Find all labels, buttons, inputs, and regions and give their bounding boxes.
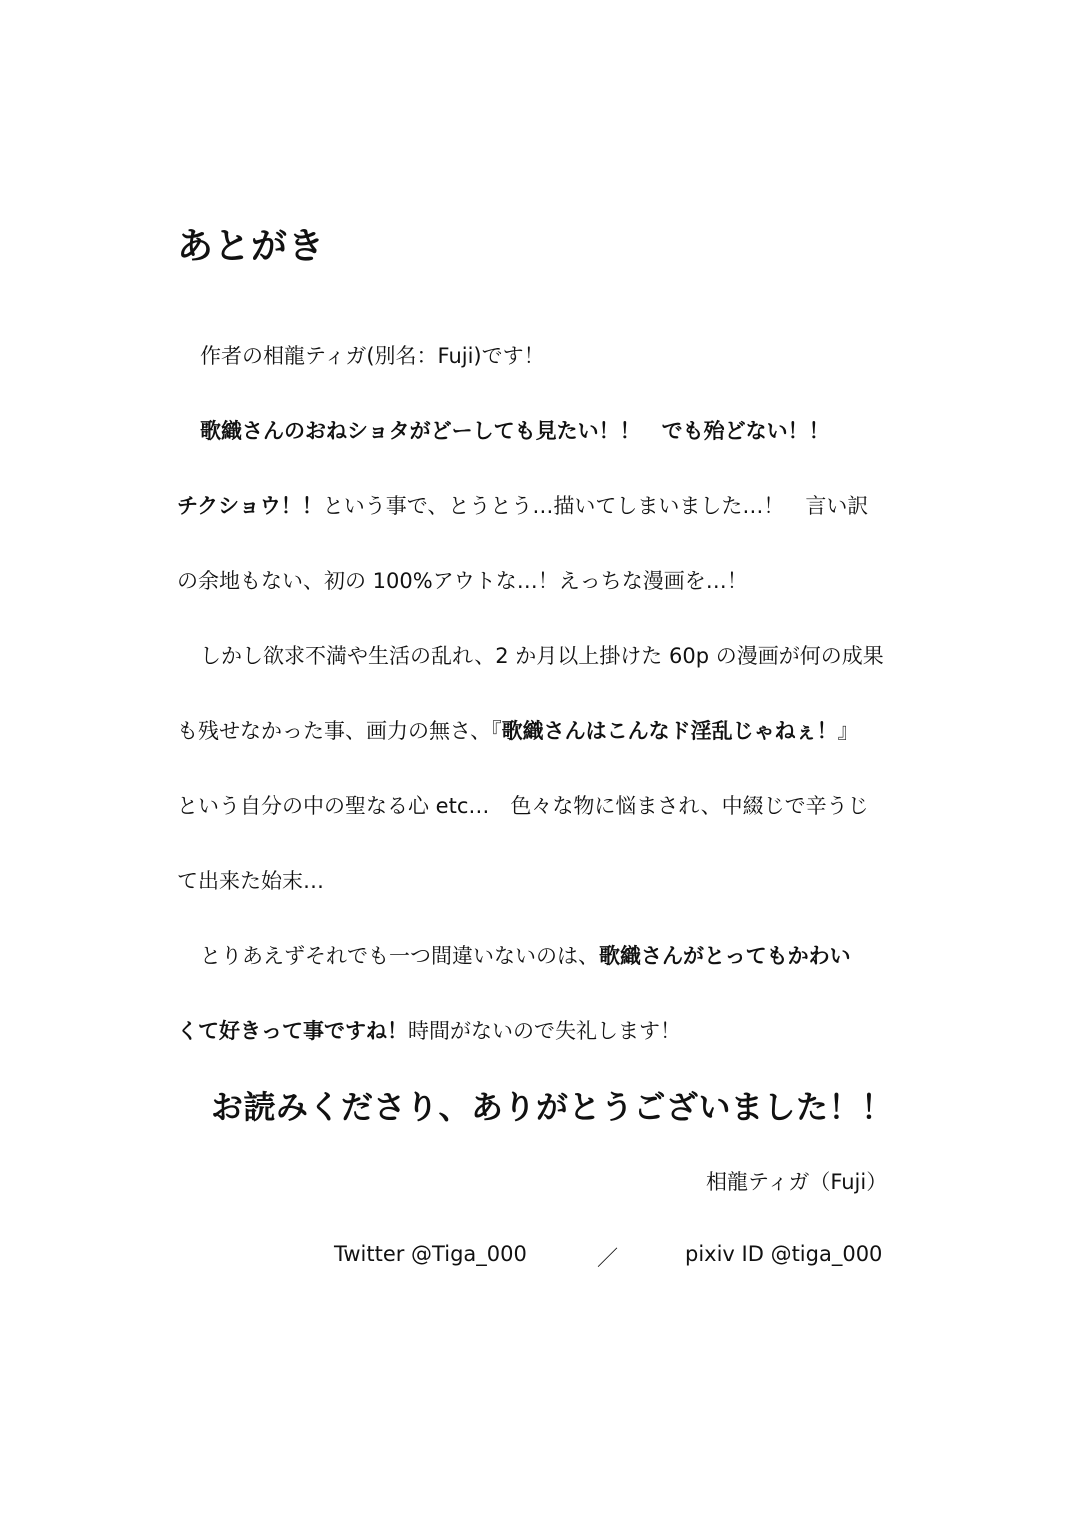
paragraph-line-4	[177, 566, 899, 596]
paragraph-line-2	[177, 416, 922, 446]
pixiv-id: pixiv ID @tiga_000	[685, 1242, 883, 1266]
body-text: の余地もない、初の 100%アウトな…！えっちな漫画を…！	[177, 569, 748, 593]
emphasis-text: チクショウ！！	[177, 494, 323, 518]
emphasis-text: 歌織さんがとってもかわい	[599, 944, 851, 968]
sns-separator: ／	[597, 1246, 618, 1270]
paragraph-line-5	[177, 641, 922, 671]
emphasis-text: 歌織さんのおねショタがどーしても見たい！！ でも殆どない！！	[200, 419, 830, 443]
paragraph-line-1	[177, 341, 922, 371]
body-text: 時間がないので失礼します！	[408, 1019, 681, 1043]
paragraph-line-8	[177, 866, 899, 896]
body-text: という自分の中の聖なる心 etc… 色々な物に悩まされ、中綴じで辛うじ	[177, 794, 869, 818]
page-title: あとがき	[177, 226, 326, 267]
emphasis-text: 歌織さんはこんなド淫乱じゃねぇ！	[501, 719, 838, 743]
paragraph-line-7	[177, 791, 899, 821]
paragraph-line-9	[177, 941, 922, 971]
paragraph-line-6	[177, 716, 899, 746]
body-text: しかし欲求不満や生活の乱れ、2 か月以上掛けた 60p の漫画が何の成果	[200, 644, 884, 668]
paragraph-line-10	[177, 1016, 899, 1046]
thanks-heading: お読みくださり、ありがとうございました！！	[211, 1088, 894, 1126]
body-text: も残せなかった事、画力の無さ、『	[177, 719, 502, 743]
intro-text: 作者の相龍ティガ(別名：Fuji)です！	[200, 344, 545, 368]
body-text: とりあえずそれでも一つ間違いないのは、	[200, 944, 599, 968]
body-text: という事で、とうとう…描いてしまいました…！ 言い訳	[322, 494, 869, 518]
paragraph-line-3	[177, 491, 899, 521]
body-text: 』	[837, 719, 859, 743]
body-text: て出来た始末…	[177, 869, 324, 893]
author-name: 相龍ティガ（Fuji）	[706, 1170, 888, 1194]
twitter-handle: Twitter @Tiga_000	[334, 1242, 527, 1266]
emphasis-text: くて好きって事ですね！	[177, 1019, 408, 1043]
